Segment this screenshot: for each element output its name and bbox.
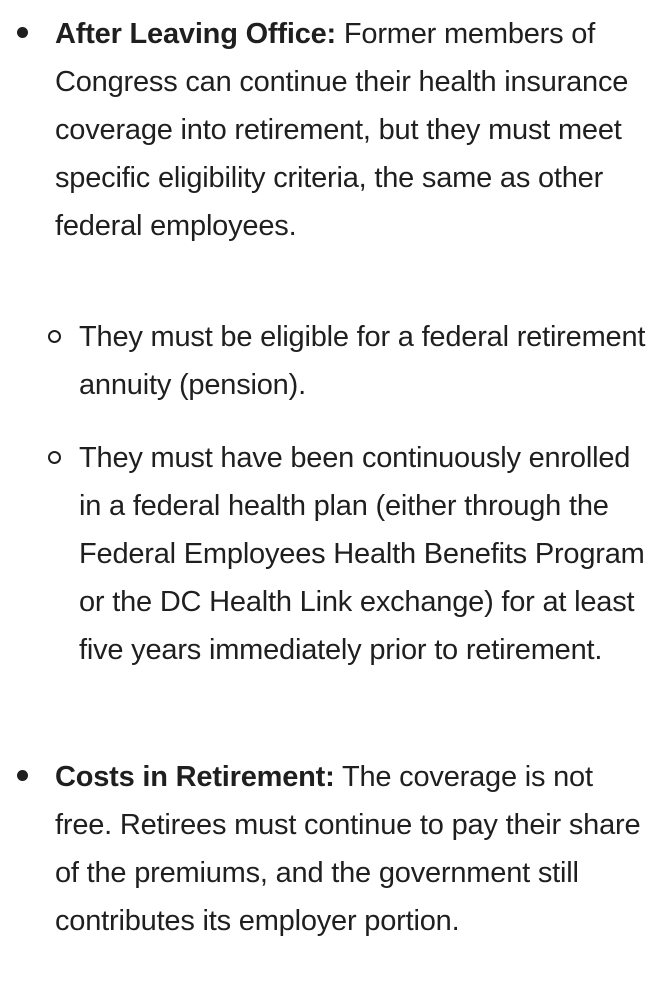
list-item-term: Costs in Retirement: (55, 761, 335, 793)
list-item (55, 753, 645, 945)
sub-list-item-text: They must be eligible for a federal retirement annuity (pension). (79, 321, 646, 401)
bullet-icon (17, 770, 28, 781)
hollow-bullet-icon (48, 330, 61, 343)
list-item (55, 10, 645, 250)
list-item-text: The coverage is not free. Retirees must continue to pay their share of the premiums, and the government still contributes its employer portion. (55, 761, 641, 937)
sub-list-item (79, 434, 649, 674)
sub-list-item-text: They must have been continuously enrolled in a federal health plan (either through the Federal Employees Health Benefits Program or the DC Health Link exchange) for at least five years immediately prior to retirement. (79, 442, 645, 666)
bullet-icon (17, 27, 28, 38)
hollow-bullet-icon (48, 451, 61, 464)
list-item-text: Former members of Congress can continue their health insurance coverage into retirement, but they must meet specific eligibility criteria, the same as other federal employees. (55, 18, 629, 242)
sub-list-item (79, 313, 649, 409)
list-item-term: After Leaving Office: (55, 18, 337, 50)
